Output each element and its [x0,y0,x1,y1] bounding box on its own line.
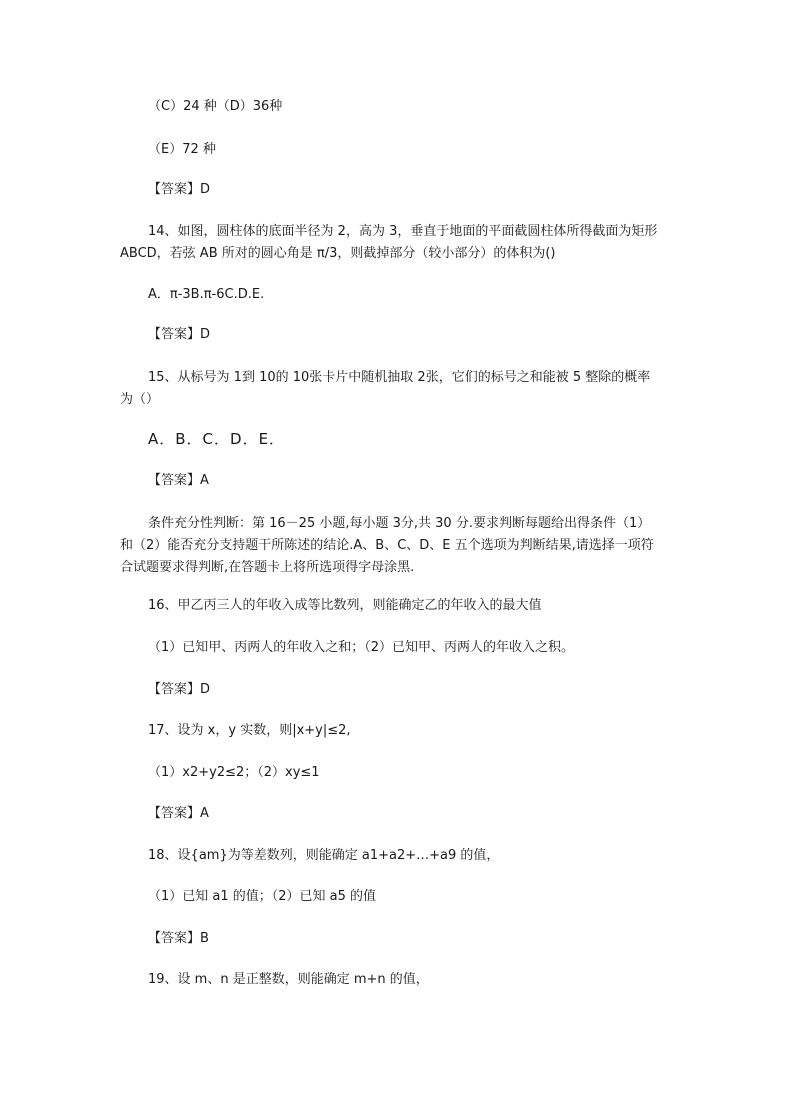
question-18: 18、设{am}为等差数列，则能确定 a1+a2+…+a9 的值， [148,848,500,863]
answer-13: 【答案】D [148,182,211,197]
question-18-conditions: （1）已知 a1 的值；（2）已知 a5 的值 [148,889,377,904]
section-instructions: 条件充分性判断：第 16－25 小题,每小题 3分,共 30 分.要求判断每题给出得条件（1）和（2）能否充分支持题干所陈述的结论.A、B、C、D、E 五个选项为判断结果,请选择一项符合试题要求得判断,在答题卡上将所选项得字母涂黑. [120,516,654,575]
question-19: 19、设 m、n 是正整数，则能确定 m+n 的值， [148,972,429,987]
answer-15: 【答案】A [148,473,209,488]
question-15-options: A．B．C．D．E． [148,430,286,448]
option-e: （E）72 种 [148,142,216,157]
answer-14: 【答案】D [148,327,211,342]
answer-16: 【答案】D [148,682,211,697]
question-14-options: A．π-3B.π-6C.D.E. [148,287,265,302]
answer-18: 【答案】B [148,931,209,946]
question-15: 15、从标号为 1到 10的 10张卡片中随机抽取 2张，它们的标号之和能被 5 整除的概率为（） [120,370,651,407]
question-16: 16、甲乙丙三人的年收入成等比数列，则能确定乙的年收入的最大值 [148,598,542,613]
question-16-conditions: （1）已知甲、丙两人的年收入之和；（2）已知甲、丙两人的年收入之积。 [148,640,575,655]
question-14: 14、如图，圆柱体的底面半径为 2，高为 3，垂直于地面的平面截圆柱体所得截面为矩形 ABCD，若弦 AB 所对的圆心角是 π/3，则截掉部分（较小部分）的体积为() [120,224,658,261]
option-c-d: （C）24 种（D）36种 [148,99,283,114]
question-17-conditions: （1）x2+y2≤2；（2）xy≤1 [148,765,320,780]
answer-17: 【答案】A [148,806,209,821]
question-17: 17、设为 x，y 实数，则|x+y|≤2, [148,723,351,738]
